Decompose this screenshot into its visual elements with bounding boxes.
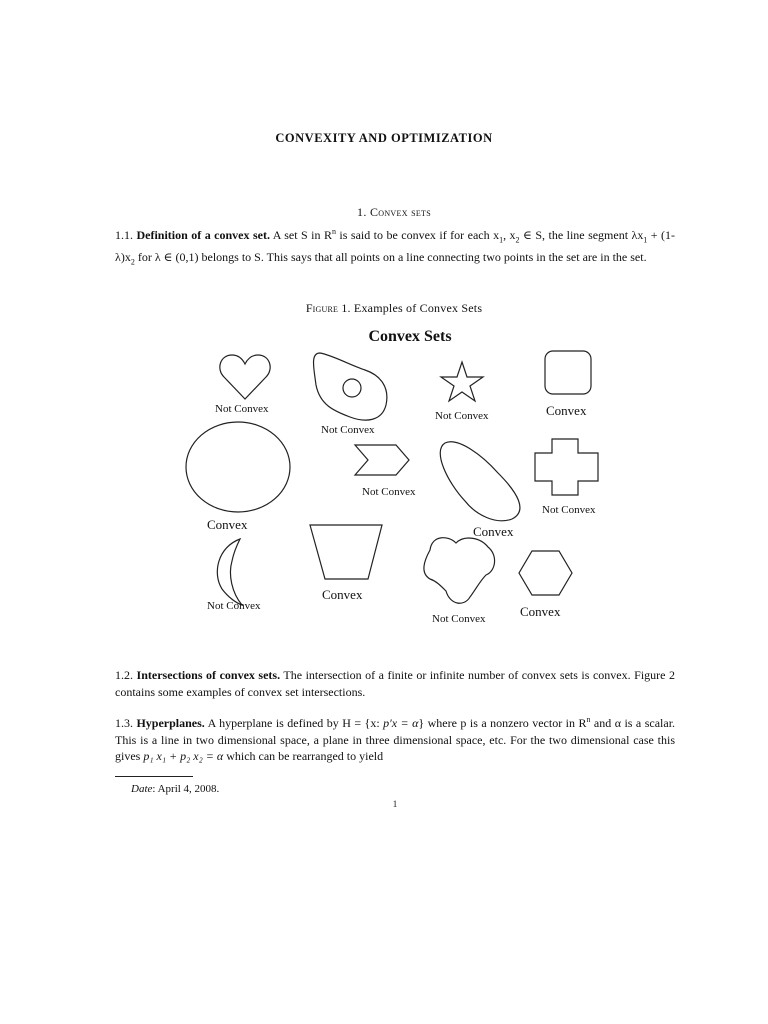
- label-circle: Convex: [207, 517, 248, 532]
- label-chevron: Not Convex: [362, 486, 416, 498]
- blob-hole: [343, 379, 361, 397]
- label-cross: Not Convex: [542, 504, 596, 516]
- circle-shape: [186, 422, 290, 512]
- label-blob: Not Convex: [321, 424, 375, 436]
- page-number: 1: [392, 799, 398, 809]
- rounded-square-shape: [545, 351, 591, 394]
- figure-convex-sets: [180, 325, 620, 635]
- label-heart: Not Convex: [215, 403, 269, 415]
- label-hexagon: Convex: [520, 604, 561, 619]
- paragraph-1-2: 1.2. Intersections of convex sets. The intersection of a finite or infinite number of convex sets is convex. Figure 2 contains some examples of convex set intersections.: [115, 668, 676, 699]
- label-crescent: Not Convex: [207, 600, 261, 612]
- label-tilted-ellipse: Convex: [473, 524, 514, 539]
- chevron-shape: [355, 445, 409, 475]
- crescent-shape: [217, 539, 242, 605]
- paragraph-1-1: 1.1. Definition of a convex set. A set S in $R^n$ is said to be convex if for each $x_1$, $x_2$ ∈ S, the line segment $\lambda x_1 + (1-\lambda)x_2$ for λ ∈ (0,1) belongs to S. This says that all points on a line connecting two points in the set are in the set.: [115, 227, 676, 267]
- footnote: Date: April 4, 2008.: [131, 783, 220, 795]
- section-heading: 1. Convex sets: [357, 205, 431, 219]
- cloud-shape: [424, 538, 495, 604]
- hexagon-shape: [519, 551, 572, 595]
- label-trapezoid: Convex: [322, 587, 363, 602]
- label-cloud: Not Convex: [432, 613, 486, 625]
- paragraph-heading: Hyperplanes.: [136, 716, 205, 730]
- label-square: Convex: [546, 403, 587, 418]
- blob-shape: [314, 353, 387, 420]
- star-shape: [441, 362, 483, 401]
- cross-shape: [535, 439, 598, 495]
- label-star: Not Convex: [435, 410, 489, 422]
- footnote-rule: [115, 776, 193, 777]
- tilted-ellipse-shape: [440, 442, 520, 521]
- trapezoid-shape: [310, 525, 382, 579]
- figure-title: Convex Sets: [368, 328, 452, 345]
- paper-title: CONVEXITY AND OPTIMIZATION: [275, 131, 493, 145]
- paragraph-1-3: 1.3. Hyperplanes. A hyperplane is defined by H = {x: p′x = α} where p is a nonzero vector in $R^n$ and α is a scalar. This is a line in two dimensional space, a plane in three dimensional space, etc. For the two dimensional case this gives p₁ x₁ + p₂ x₂ = α which can be rearranged to yield: [115, 715, 676, 763]
- paragraph-heading: Definition of a convex set.: [136, 228, 270, 242]
- paragraph-heading: Intersections of convex sets.: [136, 668, 281, 682]
- heart-shape: [220, 355, 270, 399]
- figure-caption: Figure 1. Examples of Convex Sets: [305, 301, 483, 315]
